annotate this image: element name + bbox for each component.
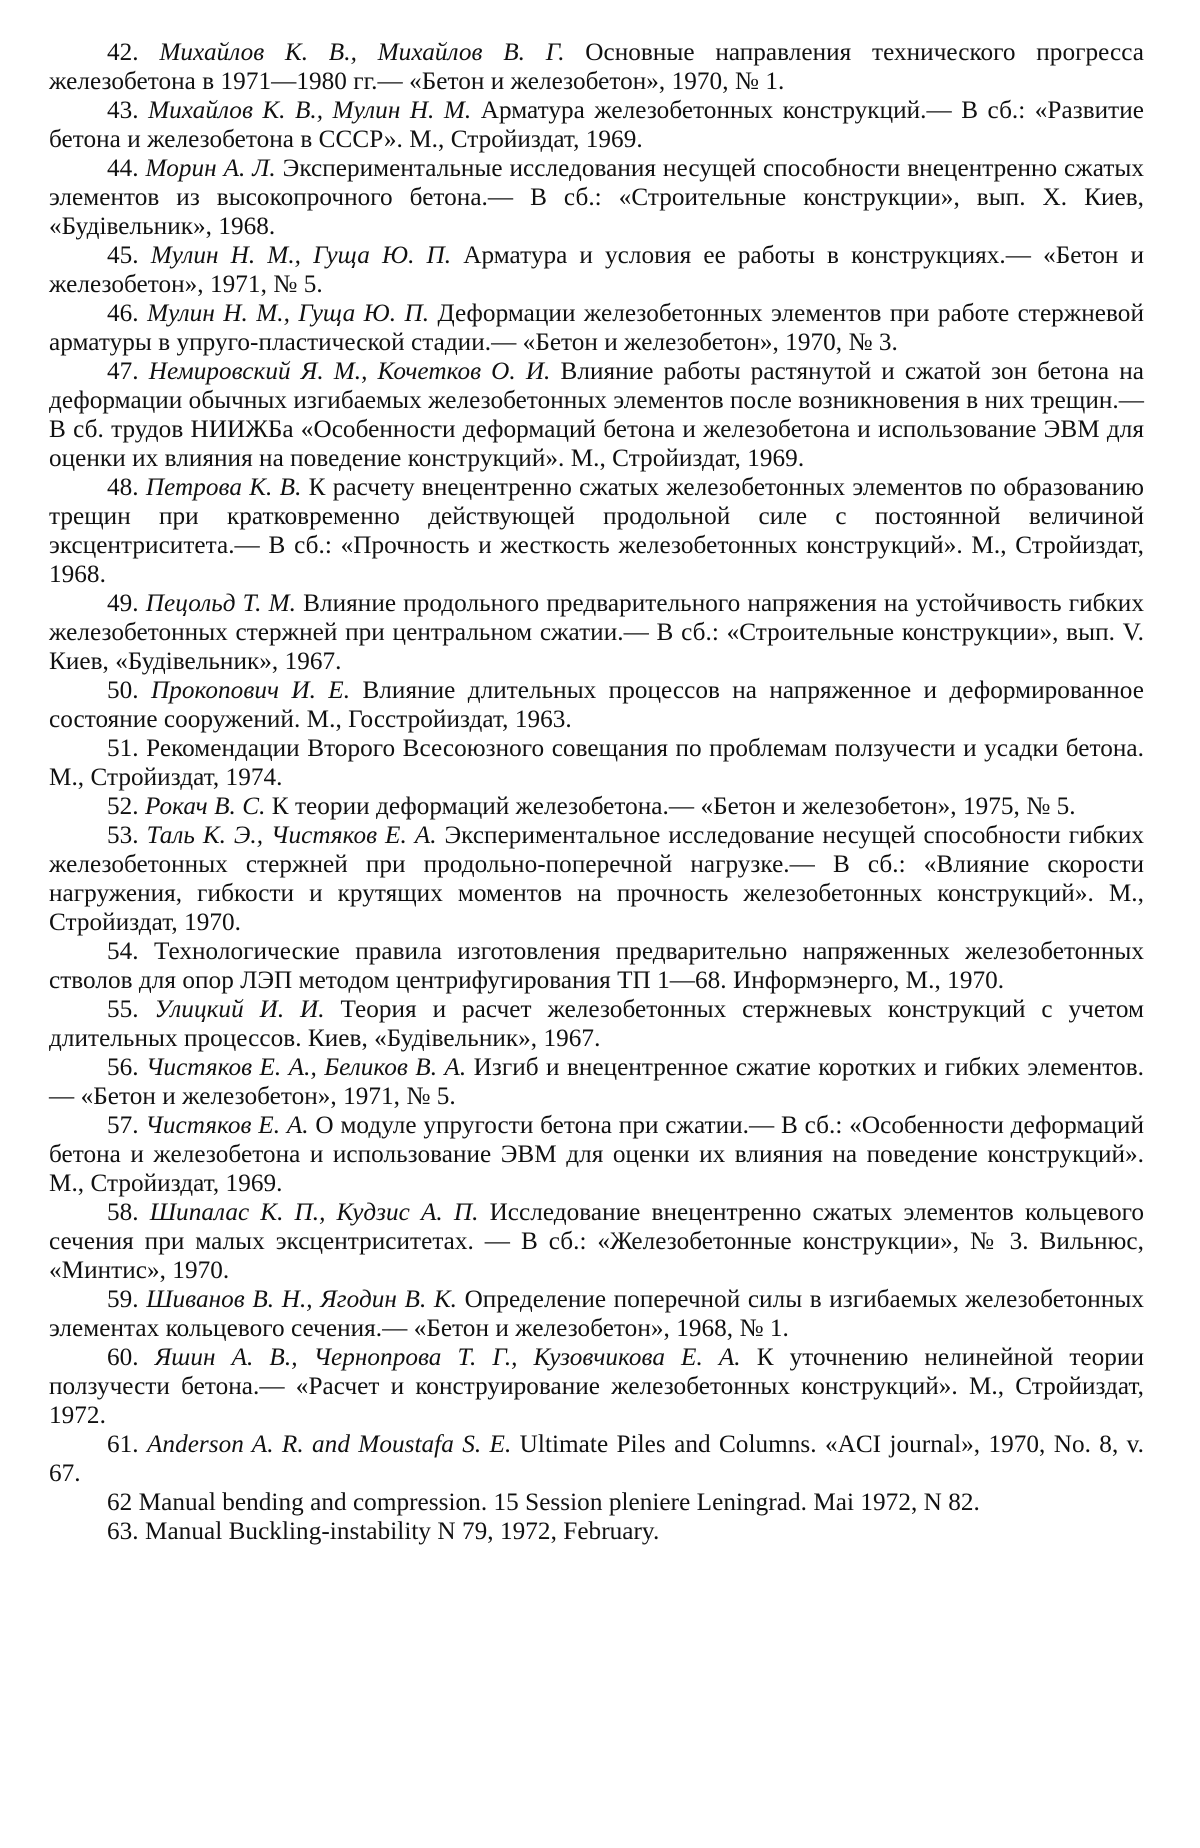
reference-text: Влияние продольного предварительного напряжения на устойчивость гибких железобетонных стержней при центральном сжатии.— В сб.: «Строительные конструкции», вып. V. Киев, «Будівельник», 1967. bbox=[49, 590, 1144, 675]
reference-entry bbox=[49, 1111, 1144, 1198]
reference-text: К теории деформаций железобетона.— «Бетон и железобетон», 1975, № 5. bbox=[271, 793, 1076, 820]
reference-entry bbox=[49, 937, 1144, 995]
reference-text: Влияние работы растянутой и сжатой зон бетона на деформации обычных изгибаемых железобетонных элементов после возникновения в них трещин.— В сб. трудов НИИЖБа «Особенности деформаций бетона и железобетона и использование ЭВМ для оценки их влияния на поведение конструкций». М., Стройиздат, 1969. bbox=[49, 358, 1144, 472]
reference-number: 58. bbox=[107, 1199, 139, 1226]
reference-text: Рекомендации Второго Всесоюзного совещания по проблемам ползучести и усадки бетона. М., Стройиздат, 1974. bbox=[49, 735, 1144, 791]
reference-entry bbox=[49, 995, 1144, 1053]
reference-text: О модуле упругости бетона при сжатии.— В сб.: «Особенности деформаций бетона и железобетона и использование ЭВМ для оценки их влияния на поведение конструкций». М., Стройиздат, 1969. bbox=[49, 1112, 1144, 1197]
reference-authors: Пецольд Т. М. bbox=[145, 590, 297, 617]
reference-authors: Рокач В. С. bbox=[145, 793, 266, 820]
reference-authors: Мулин Н. М., Гуща Ю. П. bbox=[150, 242, 452, 269]
reference-number: 59. bbox=[107, 1286, 139, 1313]
reference-text: Manual Buckling-instability N 79, 1972, February. bbox=[145, 1518, 660, 1545]
reference-number: 48. bbox=[107, 474, 139, 501]
reference-entry bbox=[49, 589, 1144, 676]
reference-number: 61. bbox=[107, 1431, 139, 1458]
reference-entry bbox=[49, 241, 1144, 299]
reference-number: 60. bbox=[107, 1344, 139, 1371]
reference-entry bbox=[49, 1343, 1144, 1430]
reference-text: Арматура железобетонных конструкций.— В сб.: «Развитие бетона и железобетона в СССР». М., Стройиздат, 1969. bbox=[49, 97, 1144, 153]
reference-entry bbox=[49, 473, 1144, 589]
reference-number: 63. bbox=[107, 1518, 139, 1545]
reference-text: Технологические правила изготовления предварительно напряженных железобетонных стволов для опор ЛЭП методом центрифугирования ТП 1—68. Информэнерго, М., 1970. bbox=[49, 938, 1144, 994]
reference-authors: Мулин Н. М., Гуща Ю. П. bbox=[147, 300, 430, 327]
reference-text: Арматура и условия ее работы в конструкциях.— «Бетон и железобетон», 1971, № 5. bbox=[49, 242, 1144, 298]
reference-text: Ultimate Piles and Columns. «ACI journal», 1970, No. 8, v. 67. bbox=[49, 1431, 1144, 1487]
reference-number: 49. bbox=[107, 590, 139, 617]
reference-authors: Шиванов В. Н., Ягодин В. К. bbox=[146, 1286, 457, 1313]
reference-authors: Шипалас К. П., Кудзис А. П. bbox=[149, 1199, 479, 1226]
reference-entry bbox=[49, 1285, 1144, 1343]
reference-authors: Anderson A. R. and Moustafa S. E. bbox=[146, 1431, 512, 1458]
reference-entry bbox=[49, 792, 1144, 821]
reference-number: 47. bbox=[107, 358, 139, 385]
reference-authors: Яшин А. В., Чернопрова Т. Г., Кузовчикова Е. А. bbox=[154, 1344, 741, 1371]
reference-authors: Чистяков Е. А. bbox=[145, 1112, 309, 1139]
reference-entry bbox=[49, 357, 1144, 473]
reference-entry bbox=[49, 96, 1144, 154]
reference-entry bbox=[49, 1517, 1144, 1546]
reference-text: Исследование внецентренно сжатых элементов кольцевого сечения при малых эксцентриситетах. — В сб.: «Железобетонные конструкции», № 3. Вильнюс, «Минтис», 1970. bbox=[49, 1199, 1144, 1284]
reference-number: 53. bbox=[107, 822, 139, 849]
reference-number: 55. bbox=[107, 996, 139, 1023]
reference-list bbox=[49, 38, 1144, 1546]
reference-authors: Таль К. Э., Чистяков Е. А. bbox=[146, 822, 437, 849]
reference-text: Основные направления технического прогресса железобетона в 1971—1980 гг.— «Бетон и железобетон», 1970, № 1. bbox=[49, 39, 1144, 95]
reference-number: 57. bbox=[107, 1112, 139, 1139]
reference-text: Изгиб и внецентренное сжатие коротких и гибких элементов.— «Бетон и железобетон», 1971, № 5. bbox=[49, 1054, 1144, 1110]
reference-entry bbox=[49, 299, 1144, 357]
reference-number: 52. bbox=[107, 793, 139, 820]
reference-number: 56. bbox=[107, 1054, 139, 1081]
reference-text: Определение поперечной силы в изгибаемых железобетонных элементах кольцевого сечения.— «Бетон и железобетон», 1968, № 1. bbox=[49, 1286, 1144, 1342]
reference-text: Manual bending and compression. 15 Session pleniere Leningrad. Mai 1972, N 82. bbox=[138, 1489, 980, 1516]
reference-number: 42. bbox=[107, 39, 139, 66]
reference-text: К расчету внецентренно сжатых железобетонных элементов по образованию трещин при кратковременно действующей продольной силе с постоянной величиной эксцентриситета.— В сб.: «Прочность и жесткость железобетонных конструкций». М., Стройиздат, 1968. bbox=[49, 474, 1144, 588]
reference-authors: Прокопович И. Е. bbox=[151, 677, 351, 704]
reference-number: 62 bbox=[107, 1489, 133, 1516]
reference-authors: Улицкий И. И. bbox=[154, 996, 325, 1023]
reference-text: Деформации железобетонных элементов при работе стержневой арматуры в упруго-пластической стадии.— «Бетон и железобетон», 1970, № 3. bbox=[49, 300, 1144, 356]
reference-authors: Петрова К. В. bbox=[145, 474, 302, 501]
reference-text: Экспериментальные исследования несущей способности внецентренно сжатых элементов из высокопрочного бетона.— В сб.: «Строительные конструкции», вып. X. Киев, «Будівельник», 1968. bbox=[49, 155, 1144, 240]
reference-number: 44. bbox=[107, 155, 139, 182]
reference-authors: Михайлов К. В., Михайлов В. Г. bbox=[159, 39, 565, 66]
reference-entry bbox=[49, 1053, 1144, 1111]
reference-entry bbox=[49, 676, 1144, 734]
reference-text: Влияние длительных процессов на напряженное и деформированное состояние сооружений. М., Госстройиздат, 1963. bbox=[49, 677, 1144, 733]
reference-authors: Михайлов К. В., Мулин Н. М. bbox=[148, 97, 472, 124]
reference-entry bbox=[49, 38, 1144, 96]
reference-entry bbox=[49, 1198, 1144, 1285]
reference-entry bbox=[49, 821, 1144, 937]
reference-entry bbox=[49, 1488, 1144, 1517]
reference-number: 43. bbox=[107, 97, 139, 124]
reference-number: 54. bbox=[107, 938, 139, 965]
reference-text: Теория и расчет железобетонных стержневых конструкций с учетом длительных процессов. Киев, «Будівельник», 1967. bbox=[49, 996, 1144, 1052]
reference-text: Экспериментальное исследование несущей способности гибких железобетонных стержней при продольно-поперечной нагрузке.— В сб.: «Влияние скорости нагружения, гибкости и крутящих моментов на прочность железобетонных конструкций». М., Стройиздат, 1970. bbox=[49, 822, 1144, 936]
reference-number: 45. bbox=[107, 242, 139, 269]
reference-authors: Чистяков Е. А., Беликов В. А. bbox=[146, 1054, 467, 1081]
reference-number: 46. bbox=[107, 300, 139, 327]
reference-text: К уточнению нелинейной теории ползучести бетона.— «Расчет и конструирование железобетонных конструкций». М., Стройиздат, 1972. bbox=[49, 1344, 1144, 1429]
reference-number: 50. bbox=[107, 677, 139, 704]
reference-authors: Немировский Я. М., Кочетков О. И. bbox=[148, 358, 551, 385]
reference-authors: Морин А. Л. bbox=[145, 155, 276, 182]
reference-number: 51. bbox=[107, 735, 139, 762]
reference-entry bbox=[49, 734, 1144, 792]
reference-entry bbox=[49, 154, 1144, 241]
reference-entry bbox=[49, 1430, 1144, 1488]
